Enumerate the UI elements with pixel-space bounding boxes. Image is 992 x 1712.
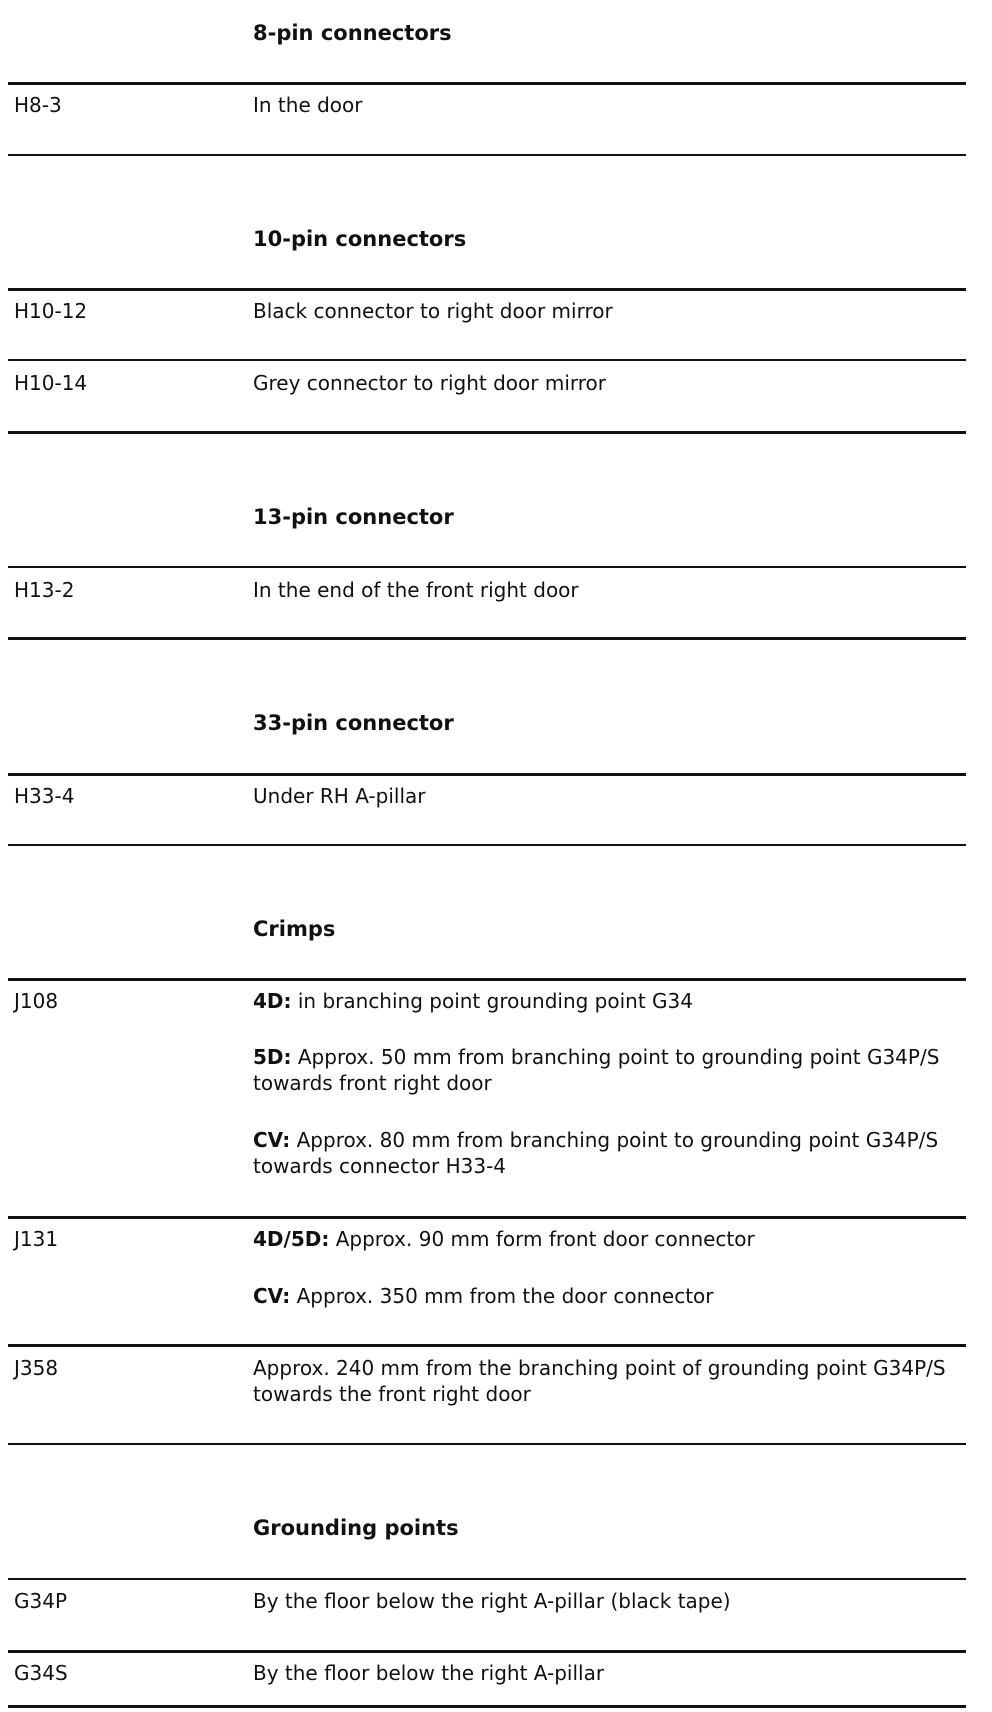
divider — [8, 1705, 966, 1708]
component-location — [253, 1226, 953, 1252]
location-paragraph: In the door — [253, 93, 363, 117]
component-location — [253, 1127, 953, 1179]
location-paragraph: Approx. 240 mm from the branching point of grounding point G34P/S towards the front right door — [253, 1356, 946, 1406]
component-location — [253, 298, 953, 324]
component-location — [253, 1660, 953, 1686]
component-id: J108 — [14, 989, 59, 1013]
location-paragraph: By the floor below the right A-pillar — [253, 1661, 605, 1685]
location-paragraph: CV: Approx. 80 mm from branching point to grounding point G34P/S towards connector H33-4 — [253, 1128, 939, 1178]
divider — [8, 359, 966, 361]
component-id: H8-3 — [14, 93, 62, 117]
divider — [8, 978, 966, 981]
divider — [8, 154, 966, 156]
component-id: H10-14 — [14, 371, 88, 395]
component-location — [253, 1355, 953, 1407]
component-location — [253, 92, 953, 118]
component-id: H13-2 — [14, 578, 75, 602]
location-paragraph: 4D: in branching point grounding point G34 — [253, 989, 693, 1013]
divider — [8, 1650, 966, 1653]
location-paragraph: Grey connector to right door mirror — [253, 371, 607, 395]
location-paragraph: 5D: Approx. 50 mm from branching point to grounding point G34P/S towards front right door — [253, 1045, 940, 1095]
section-heading: 13-pin connector — [253, 505, 454, 529]
location-paragraph: In the end of the front right door — [253, 578, 579, 602]
divider — [8, 773, 966, 776]
component-location — [253, 783, 953, 809]
component-id: G34S — [14, 1661, 68, 1685]
divider — [8, 1443, 966, 1445]
component-location — [253, 1588, 953, 1614]
section-heading: 33-pin connector — [253, 711, 454, 735]
divider — [8, 431, 966, 434]
location-paragraph: By the floor below the right A-pillar (black tape) — [253, 1589, 731, 1613]
divider — [8, 566, 966, 568]
component-location — [253, 370, 953, 396]
component-id: H33-4 — [14, 784, 75, 808]
component-id: J131 — [14, 1227, 59, 1251]
divider — [8, 1578, 966, 1580]
location-paragraph: CV: Approx. 350 mm from the door connector — [253, 1284, 714, 1308]
divider — [8, 82, 966, 85]
divider — [8, 844, 966, 846]
section-heading: 8-pin connectors — [253, 21, 452, 45]
component-id: H10-12 — [14, 299, 88, 323]
section-heading: Crimps — [253, 917, 336, 941]
divider — [8, 637, 966, 640]
component-location — [253, 988, 953, 1014]
component-id: J358 — [14, 1356, 59, 1380]
section-heading: 10-pin connectors — [253, 227, 467, 251]
component-location — [253, 577, 953, 603]
component-id: G34P — [14, 1589, 68, 1613]
divider — [8, 288, 966, 291]
location-paragraph: Black connector to right door mirror — [253, 299, 613, 323]
component-location — [253, 1044, 953, 1096]
divider — [8, 1216, 966, 1219]
divider — [8, 1344, 966, 1347]
location-paragraph: 4D/5D: Approx. 90 mm form front door connector — [253, 1227, 755, 1251]
location-paragraph: Under RH A-pillar — [253, 784, 426, 808]
component-location — [253, 1283, 953, 1309]
section-heading: Grounding points — [253, 1516, 459, 1540]
